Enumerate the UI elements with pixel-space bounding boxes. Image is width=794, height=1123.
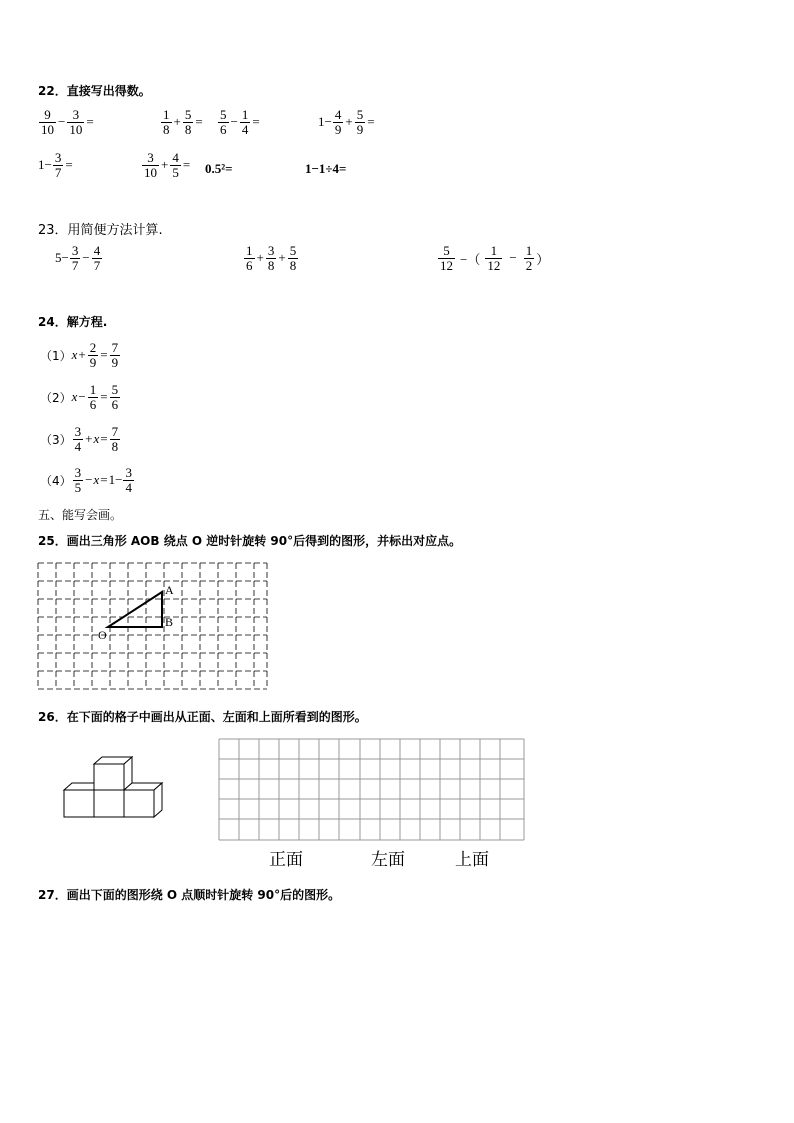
q22-item-7: 0.5²= [205, 161, 233, 176]
q22-item-5: 1− $\frac{3}{7}$ = [38, 150, 73, 180]
q25-grid-figure [36, 562, 270, 692]
point-b-label: B [165, 615, 174, 629]
q22-title: 22．直接写出得数。 [38, 84, 151, 98]
triangle-aob [108, 592, 162, 627]
q22-item-8: 1−1÷4= [305, 161, 347, 176]
q24-eq-4: （4） $\frac{3}{5}$ − x = 1− $\frac{3}{4}$ [40, 465, 132, 495]
q23-title: 23．用简便方法计算. [38, 223, 163, 238]
q24-eq-3: （3） $\frac{3}{4}$ + x = $\frac{7}{8}$ [40, 424, 119, 454]
q23-expr-2: $\frac{1}{6}$ + $\frac{3}{8}$ + $\frac{5}{8}$ [246, 243, 297, 273]
q27-title: 27．画出下面的图形绕 O 点顺时针旋转 90°后的图形。 [38, 888, 341, 902]
cube-stack-figure [60, 756, 168, 822]
q22-item-6: $\frac{3}{10}$ + $\frac{4}{5}$ = [144, 150, 191, 180]
q24-eq-1: （1） x + $\frac{2}{9}$ = $\frac{7}{9}$ [40, 340, 119, 370]
view-label-front: 正面 [269, 850, 303, 870]
view-drawing-grid [218, 738, 526, 842]
q24-title: 24．解方程. [38, 315, 108, 329]
q22-item-3: $\frac{5}{6}$ − $\frac{1}{4}$ = [220, 107, 260, 137]
q22-item-4: 1− $\frac{4}{9}$ + $\frac{5}{9}$ = [318, 107, 375, 137]
q22-item-2: $\frac{1}{8}$ + $\frac{5}{8}$ = [163, 107, 203, 137]
q22-item-1: $\frac{9}{10}$ − $\frac{3}{10}$ = [41, 107, 94, 137]
point-a-label: A [165, 583, 174, 597]
view-label-top: 上面 [455, 850, 489, 870]
section-5-title: 五、能写会画。 [38, 508, 123, 522]
point-o-label: O [98, 628, 107, 642]
q25-title: 25．画出三角形 AOB 绕点 O 逆时针旋转 90°后得到的图形，并标出对应点。 [38, 534, 462, 548]
q23-expr-3: $\frac{5}{12}$ −（ $\frac{1}{12}$ − $\frac{1}{2}$ ） [440, 243, 550, 273]
view-label-left: 左面 [371, 850, 405, 870]
q23-expr-1: 5− $\frac{3}{7}$ − $\frac{4}{7}$ [55, 243, 101, 273]
q24-eq-2: （2） x − $\frac{1}{6}$ = $\frac{5}{6}$ [40, 382, 119, 412]
q26-title: 26．在下面的格子中画出从正面、左面和上面所看到的图形。 [38, 710, 367, 724]
